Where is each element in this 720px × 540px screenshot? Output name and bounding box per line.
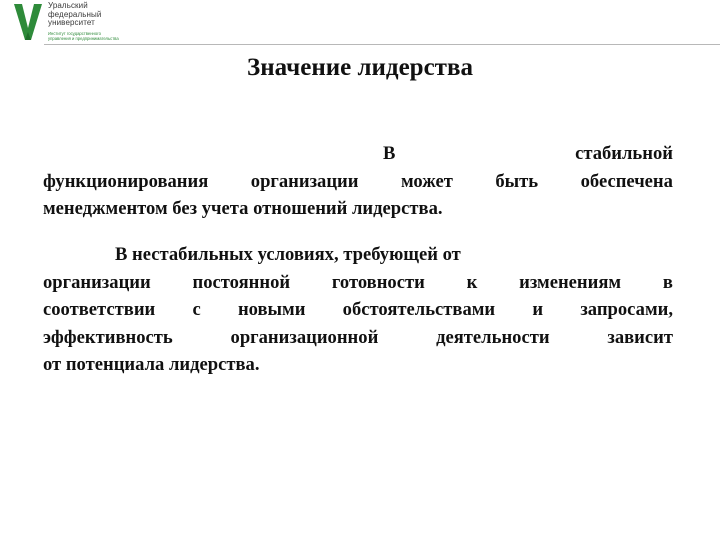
word: запросами, xyxy=(580,299,673,320)
word: и xyxy=(532,299,544,320)
logo-line: Уральский xyxy=(48,1,88,10)
word: деятельности xyxy=(436,326,550,348)
word: организации xyxy=(250,170,359,192)
paragraph-line xyxy=(43,296,673,324)
word: новыми xyxy=(237,299,306,320)
word: стабильной xyxy=(575,143,673,164)
paragraph-line xyxy=(43,324,673,352)
paragraph-1 xyxy=(43,140,673,223)
logo-line: федеральный xyxy=(48,9,102,19)
word: может xyxy=(400,170,453,192)
paragraph-line: В нестабильных условиях, требующей от xyxy=(115,244,461,265)
word: постоянной xyxy=(192,271,291,293)
paragraph-line: от потенциала лидерства. xyxy=(43,354,260,375)
ural-university-logo-icon xyxy=(10,2,46,42)
word: зависит xyxy=(607,326,673,348)
paragraph-line xyxy=(43,168,673,196)
word: обеспечена xyxy=(580,170,673,192)
paragraph-line: менеджментом без учета отношений лидерства. xyxy=(43,198,443,219)
university-logo xyxy=(10,2,150,44)
word: функционирования xyxy=(43,170,209,192)
institute-line: Институт государственного xyxy=(48,31,101,36)
paragraph-line xyxy=(43,140,673,168)
word: В xyxy=(383,143,396,164)
word: обстоятельствами xyxy=(342,299,496,320)
word: эффективность xyxy=(43,326,173,348)
word: с xyxy=(192,299,201,320)
word: организационной xyxy=(230,326,379,348)
header-divider xyxy=(44,44,720,45)
logo-line: университет xyxy=(48,18,95,27)
word: готовности xyxy=(331,271,425,293)
word: изменениям xyxy=(519,271,622,293)
paragraph-2 xyxy=(43,241,673,379)
university-name xyxy=(48,2,101,28)
word: соответствии xyxy=(43,299,156,320)
paragraph-line xyxy=(43,269,673,297)
word: к xyxy=(466,271,478,293)
institute-line: управления и предпринимательства xyxy=(48,36,119,41)
institute-name xyxy=(48,31,119,41)
word: организации xyxy=(43,271,151,293)
word: в xyxy=(662,271,673,293)
slide-title: Значение лидерства xyxy=(247,54,473,81)
word: быть xyxy=(495,170,539,192)
